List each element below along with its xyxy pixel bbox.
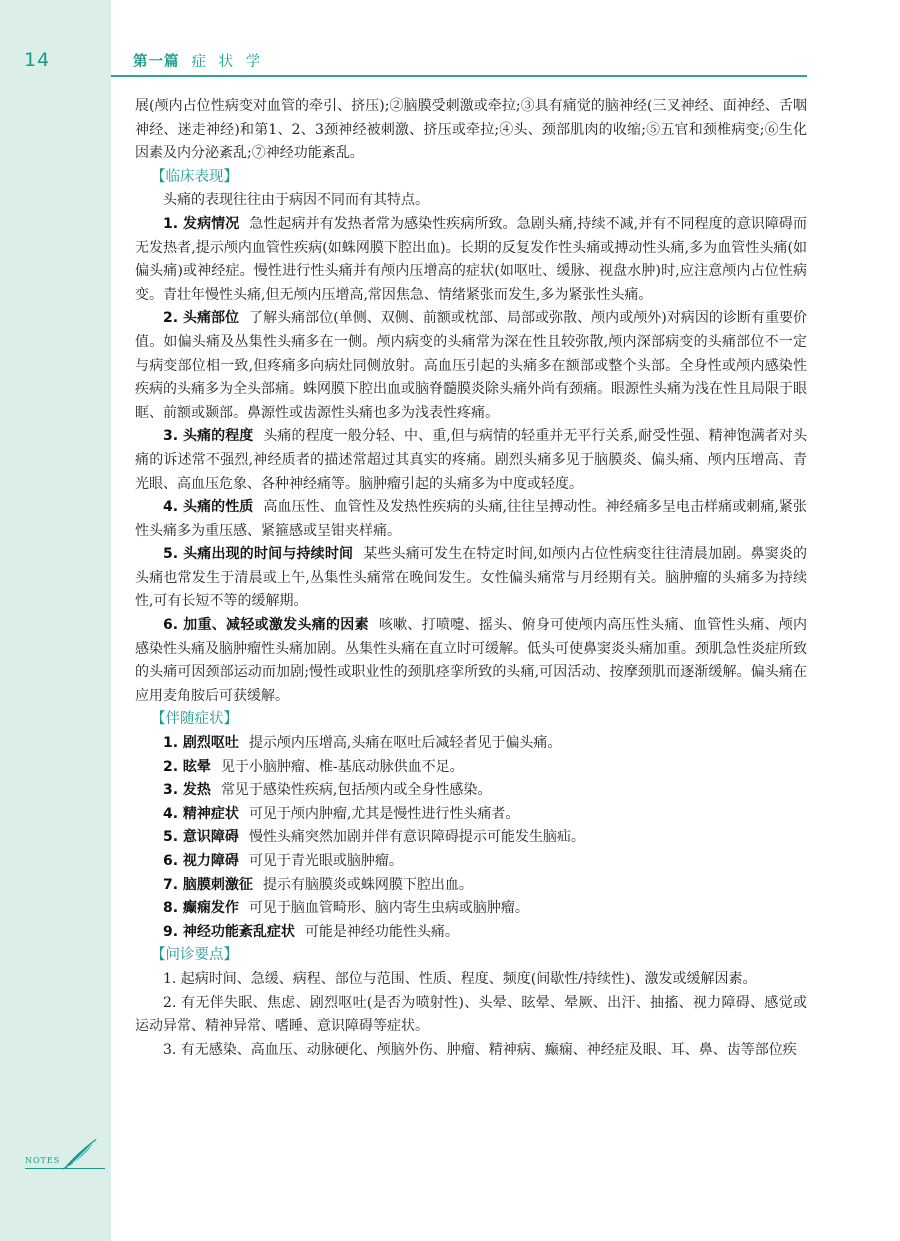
- symptom-item: [135, 921, 807, 945]
- item-title: 2. 眩晕: [163, 758, 211, 775]
- clinical-item: [135, 425, 807, 496]
- item-title: 6. 加重、减轻或激发头痛的因素: [163, 617, 369, 634]
- item-title: 5. 头痛出现的时间与持续时间: [163, 546, 354, 563]
- symptom-item: [135, 779, 807, 803]
- item-title: 4. 精神症状: [163, 805, 239, 822]
- item-text: 咳嗽、打喷嚏、摇头、俯身可使颅内高压性头痛、血管性头痛、颅内感染性头痛及脑肿瘤性头痛加剧。丛集性头痛在直立时可缓解。低头可使鼻窦炎头痛加重。颈肌急性炎症所致的头痛可因颈部运动而加剧;慢性或职业性的颈肌痉挛所致的头痛,可因活动、按摩颈肌而逐渐缓解。偏头痛在应用麦角胺后可获缓解。: [135, 617, 808, 704]
- item-title: 4. 头痛的性质: [163, 499, 254, 516]
- item-title: 9. 神经功能紊乱症状: [163, 923, 295, 940]
- item-text: 可见于颅内肿瘤,尤其是慢性进行性头痛者。: [248, 805, 520, 822]
- item-title: 1. 剧烈呕吐: [163, 735, 239, 752]
- symptom-item: [135, 874, 807, 898]
- item-text: 提示颅内压增高,头痛在呕吐后减轻者见于偏头痛。: [248, 735, 562, 752]
- symptom-item: [135, 732, 807, 756]
- inquiry-item: 1. 起病时间、急缓、病程、部位与范围、性质、程度、频度(间歇性/持续性)、激发或缓解因素。: [163, 970, 757, 987]
- item-title: 5. 意识障碍: [163, 829, 239, 846]
- item-text: 头痛的程度一般分轻、中、重,但与病情的轻重并无平行关系,耐受性强、精神饱满者对头痛的诉述常不强烈,神经质者的描述常超过其真实的疼痛。剧烈头痛多见于脑膜炎、偏头痛、颅内压增高、青光眼、高血压危象、各种神经痛等。脑肿瘤引起的头痛多为中度或轻度。: [135, 428, 807, 492]
- clinical-item: [135, 307, 807, 425]
- chapter-name: 症 状 学: [191, 54, 265, 70]
- item-text: 高血压性、血管性及发热性疾病的头痛,往往呈搏动性。神经痛多呈电击样痛或刺痛,紧张性头痛多为重压感、紧箍感或呈钳夹样痛。: [135, 499, 807, 539]
- item-text: 提示有脑膜炎或蛛网膜下腔出血。: [262, 876, 473, 893]
- part-label: 第一篇: [133, 54, 180, 70]
- page-content: [135, 95, 807, 1062]
- item-title: 1. 发病情况: [163, 215, 240, 232]
- notes-mark: [25, 1136, 105, 1172]
- notes-label: NOTES: [25, 1156, 61, 1165]
- item-text: 可能是神经功能性头痛。: [304, 923, 459, 940]
- clinical-lead: 头痛的表现往往由于病因不同而有其特点。: [163, 192, 429, 209]
- item-title: 6. 视力障碍: [163, 853, 239, 869]
- item-text: 常见于感染性疾病,包括颅内或全身性感染。: [220, 782, 492, 799]
- symptom-item: [135, 826, 807, 850]
- item-text: 见于小脑肿瘤、椎-基底动脉供血不足。: [220, 758, 464, 775]
- item-text: 急性起病并有发热者常为感染性疾病所致。急剧头痛,持续不减,并有不同程度的意识障碍而无发热者,提示颅内血管性疾病(如蛛网膜下腔出血)。长期的反复发作性头痛或搏动性头痛,多为血管性头痛(如偏头痛)或神经症。慢性进行性头痛并有颅内压增高的症状(如呕吐、缓脉、视盘水肿)时,应注意颅内占位性病变。青壮年慢性头痛,但无颅内压增高,常因焦急、情绪紧张而发生,多为紧张性头痛。: [135, 215, 808, 303]
- item-title: 3. 发热: [163, 782, 211, 799]
- running-header: [133, 50, 264, 71]
- inquiry-item: 2. 有无伴失眠、焦虑、剧烈呕吐(是否为喷射性)、头晕、眩晕、晕厥、出汗、抽搐、视力障碍、感觉或运动异常、精神异常、嗜睡、意识障碍等症状。: [135, 994, 807, 1035]
- symptom-item: [135, 897, 807, 921]
- clinical-item: [135, 543, 807, 614]
- symptom-item: [135, 756, 807, 780]
- symptom-item: [135, 803, 807, 827]
- inquiry-item: 3. 有无感染、高血压、动脉硬化、颅脑外伤、肿瘤、精神病、癫痫、神经症及眼、耳、鼻、齿等部位疾: [163, 1041, 797, 1058]
- item-text: 可见于青光眼或脑肿瘤。: [248, 853, 403, 869]
- item-title: 7. 脑膜刺激征: [163, 876, 253, 893]
- intro-paragraph: 展(颅内占位性病变对血管的牵引、挤压);②脑膜受刺激或牵拉;③具有痛觉的脑神经(三叉神经、面神经、舌咽神经、迷走神经)和第1、2、3颈神经被刺激、挤压或牵拉;④头、颈部肌肉的收缩;⑤五官和颈椎病变;⑥生化因素及内分泌紊乱;⑦神经功能紊乱。: [135, 98, 807, 162]
- inquiry-heading: 【问诊要点】: [151, 947, 238, 964]
- item-text: 了解头痛部位(单侧、双侧、前额或枕部、局部或弥散、颅内或颅外)对病因的诊断有重要价值。如偏头痛及丛集性头痛多在一侧。颅内病变的头痛常为深在性且较弥散,颅内深部病变的头痛部位不一定与病变部位相一致,但疼痛多向病灶同侧放射。高血压引起的头痛多在额部或整个头部。全身性或颅内感染性疾病的头痛多为全头部痛。蛛网膜下腔出血或脑脊髓膜炎除头痛外尚有颈痛。眼源性头痛为浅在性且局限于眼眶、前额或颞部。鼻源性或齿源性头痛也多为浅表性疼痛。: [135, 310, 807, 421]
- clinical-heading: 【临床表现】: [151, 168, 238, 185]
- item-text: 某些头痛可发生在特定时间,如颅内占位性病变往往清晨加剧。鼻窦炎的头痛也常发生于清晨或上午,丛集性头痛常在晚间发生。女性偏头痛常与月经期有关。脑肿瘤的头痛多为持续性,可有长短不等的缓解期。: [135, 546, 807, 610]
- clinical-item: [135, 496, 807, 543]
- item-title: 8. 癫痫发作: [163, 900, 239, 917]
- item-text: 慢性头痛突然加剧并伴有意识障碍提示可能发生脑疝。: [248, 829, 585, 846]
- page-number: 14: [24, 49, 51, 71]
- clinical-item: [135, 213, 807, 307]
- pen-icon: [61, 1136, 101, 1170]
- item-title: 2. 头痛部位: [163, 310, 240, 327]
- clinical-item: [135, 614, 807, 708]
- item-text: 可见于脑血管畸形、脑内寄生虫病或脑肿瘤。: [248, 900, 529, 917]
- margin-band: [0, 0, 111, 1241]
- item-title: 3. 头痛的程度: [163, 428, 254, 445]
- symptom-item: [135, 850, 807, 874]
- symptoms-heading: 【伴随症状】: [151, 711, 238, 728]
- header-rule: [111, 75, 807, 77]
